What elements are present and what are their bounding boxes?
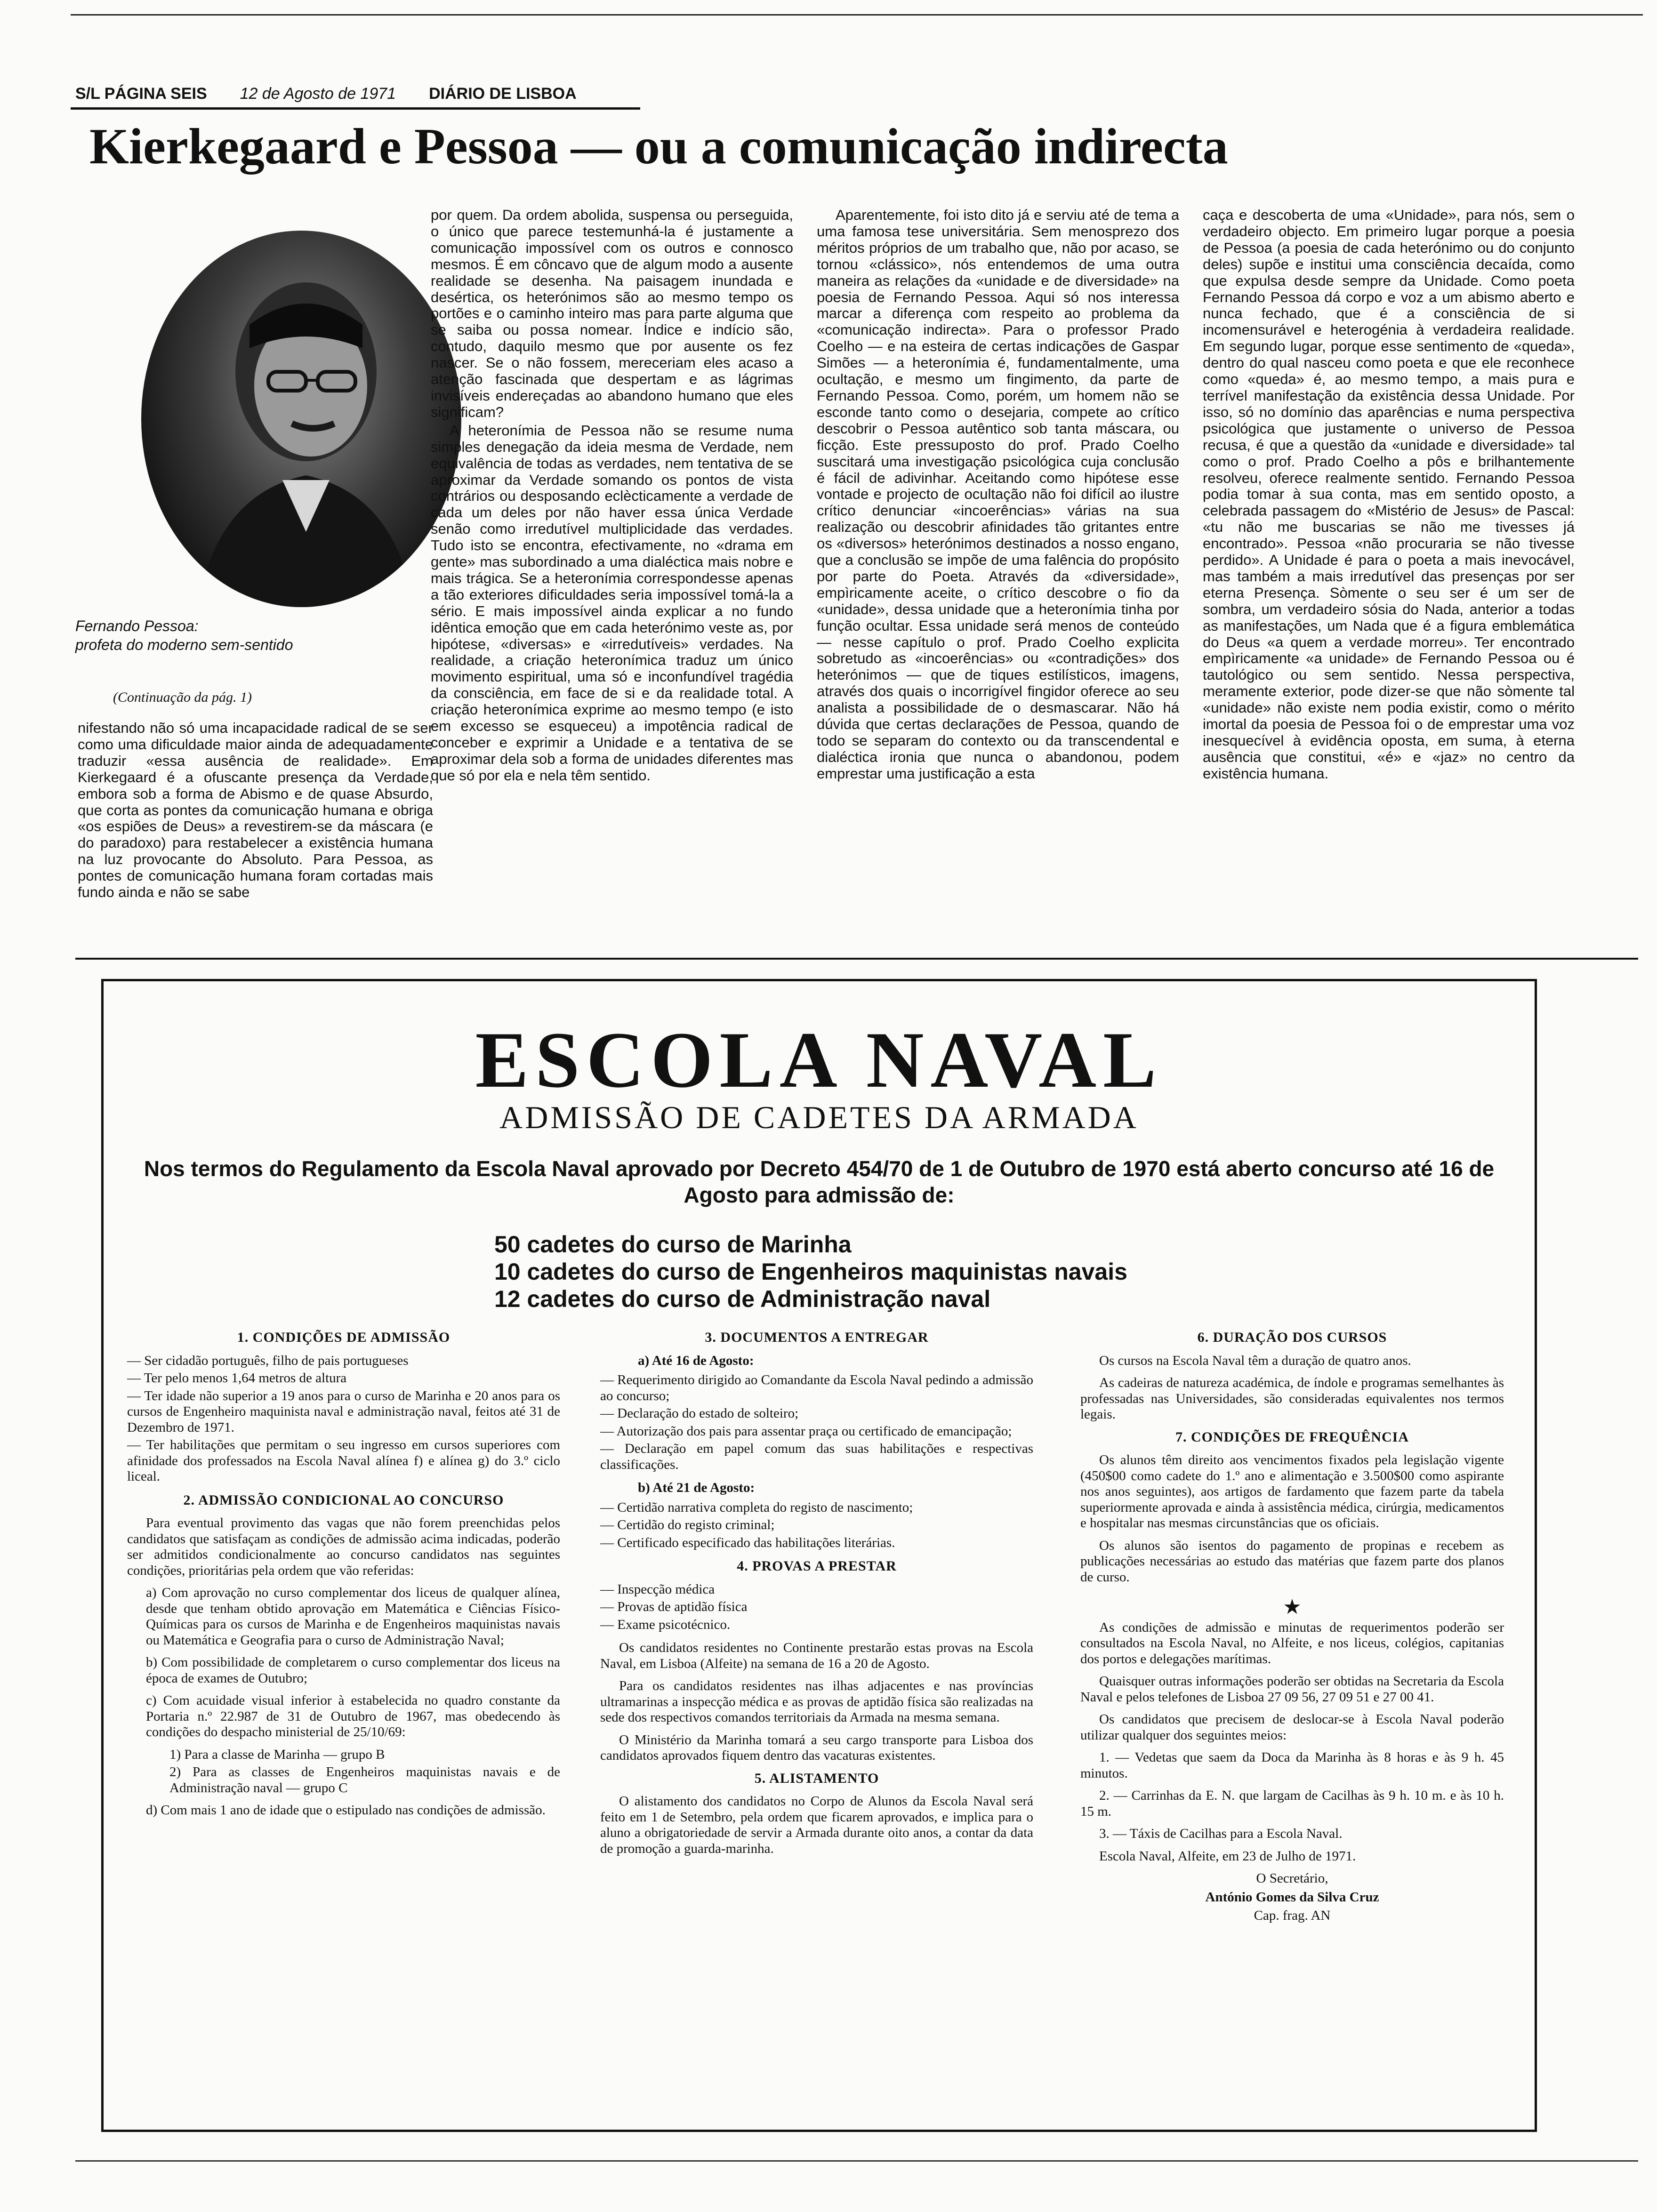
section-heading: 6. DURAÇÃO DOS CURSOS [1197, 1330, 1387, 1345]
paragraph: O Ministério da Marinha tomará a seu cargo transporte para Lisboa dos candidatos aprovados fiquem dentro das vacaturas existentes. [600, 1732, 1033, 1763]
page-header [75, 85, 640, 103]
paragraph: As cadeiras de natureza académica, de índole e programas semelhantes às professadas nas Universidades, são consideradas equivalentes nos termos legais. [1080, 1375, 1504, 1422]
list-item: — Ter pelo menos 1,64 metros de altura [127, 1370, 347, 1386]
article-column-3 [817, 207, 1179, 784]
transport-item: 1. — Vedetas que saem da Doca da Marinha às 8 horas e às 9 h. 45 minutos. [1080, 1750, 1504, 1781]
ad-subtitle: ADMISSÃO DE CADETES DA ARMADA [499, 1099, 1139, 1135]
section-heading: 1. CONDIÇÕES DE ADMISSÃO [237, 1330, 450, 1345]
ad-column-3 [1080, 1330, 1504, 1927]
list-item: — Provas de aptidão física [600, 1599, 748, 1614]
list-item: — Certificado especificado das habilitações literárias. [600, 1535, 895, 1550]
paragraph: Para eventual provimento das vagas que não forem preenchidas pelos candidatos que satisfaçam as condições de admissão acima indicadas, poderão ser admitidos condicionalmente ao concurso candidatos nas seguintes condições, prioritárias pela ordem que vão referidas: [127, 1515, 560, 1578]
article-column-2 [431, 207, 793, 786]
admission-conditions-list [127, 1353, 560, 1485]
condition-b: b) Com possibilidade de completarem o curso complementar dos liceus na época de exames de Outubro; [146, 1655, 560, 1686]
paragraph: As condições de admissão e minutas de requerimentos poderão ser consultados na Escola Naval, no Alfeite, e nos liceus, colégios, capitanias dos portos e delegações marítimas. [1080, 1619, 1504, 1667]
condition-c-2: 2) Para as classes de Engenheiros maquinistas navais e de Administração naval — grupo C [169, 1764, 560, 1795]
section-heading: 2. ADMISSÃO CONDICIONAL AO CONCURSO [183, 1492, 504, 1508]
caption-line-1: Fernando Pessoa: [75, 617, 199, 634]
list-item: — Ter idade não superior a 19 anos para o curso de Marinha e 20 anos para os cursos de Engenheiro maquinista naval e administração naval, feitos até 31 de Dezembro de 1971. [127, 1388, 560, 1435]
list-item: — Certidão narrativa completa do registo de nascimento; [600, 1499, 913, 1515]
photo-caption [75, 617, 358, 654]
list-item: — Inspecção médica [600, 1581, 715, 1597]
list-item: — Ser cidadão português, filho de pais portugueses [127, 1353, 409, 1368]
list-item: — Requerimento dirigido ao Comandante da Escola Naval pedindo a admissão ao concurso; [600, 1372, 1033, 1403]
subsection-heading: a) Até 16 de Agosto: [638, 1353, 754, 1368]
documents-list-b [600, 1500, 1033, 1551]
paragraph: Os candidatos que precisem de deslocar-se à Escola Naval poderão utilizar qualquer dos seguintes meios: [1080, 1712, 1504, 1743]
transport-item: 2. — Carrinhas da E. N. que largam de Cacilhas às 9 h. 10 m. e às 10 h. 15 m. [1080, 1788, 1504, 1819]
caption-line-2: profeta do moderno sem-sentido [75, 636, 293, 653]
signature-date: Escola Naval, Alfeite, em 23 de Julho de 1971. [1099, 1848, 1356, 1864]
paragraph: Os cursos na Escola Naval têm a duração de quatro anos. [1099, 1353, 1411, 1368]
portrait-image [141, 231, 461, 607]
condition-c: c) Com acuidade visual inferior à estabelecida no quadro constante da Portaria n.º 22.987 de 31 de Outubro de 1967, mas obedecendo às condições do despacho ministerial de 25/10/69: [146, 1693, 560, 1739]
paragraph: nifestando não só uma incapacidade radical de se ser como uma dificuldade maior ainda de adequadamente traduzir «essa ausência de realidade». Em Kierkegaard é a ofuscante presença da Verdade, embora sob a forma de Abismo e de quase Absurdo, que corta as pontes da comunicação humana e obriga «os espiões de Deus» a revestirem-se da máscara (e do paradoxo) para restabelecer a existência humana na luz provocante do Absoluto. Para Pessoa, as pontes de comunicação humana foram cortadas mais fundo ainda e não se sabe [78, 720, 433, 901]
list-item: — Ter habilitações que permitam o seu ingresso em cursos superiores com afinidade dos professados na Escola Naval alínea f) e alínea g) do 3.º ciclo liceal. [127, 1437, 560, 1484]
condition-a: a) Com aprovação no curso complementar dos liceus de qualquer alínea, desde que tenham obtido aprovação em Matemática e Ciências Físico-Químicas para os cursos de Marinha e de Engenheiros maquinistas navais ou Matemática e Geografia para o curso de Administração Naval; [146, 1585, 560, 1648]
paragraph: caça e descoberta de uma «Unidade», para nós, sem o verdadeiro objecto. Em primeiro lugar porque a poesia de Pessoa (a poesia de cada heterónimo ou do conjunto deles) supõe e institui uma consciência decaída, como que expulsa desde sempre da Unidade. Como poeta Fernando Pessoa dá corpo e voz a um abismo aberto e nunca fechado, que é a consciência de si incomensurável e heterogénia à verdadeira realidade. Em segundo lugar, porque esse sentimento de «queda», dentro do qual nasceu como poeta e que ele reconhece como «queda» é, ao mesmo tempo, a mais pura e terrível manifestação da existência dessa Unidade. Por isso, só no domínio das aparências e numa perspectiva psicológica que justamente o universo de Pessoa recusa, é que a questão da «unidade e diversidade» tal como o prof. Prado Coelho a pôs e brilhantemente resolveu, oferece realmente sentido. Fernando Pessoa podia tomar à sua conta, mas em sentido oposto, a celebrada passagem do «Mistério de Jesus» de Pascal: «tu não me buscarias se não me tivesses já encontrado». Pessoa «não procuraria se não tivesse perdido». A Unidade é para o poeta a mais inevocável, mas também a mais irredutível das presenças por ser eterna Presença. Sòmente o seu ser é um ser de sombra, um verdadeiro sósia do Nada, anterior a todas as manifestações, um Nada que é a figura emblemática do Deus «a quem a verdade morreu». Ter encontrado empìricamente «a unidade» de Fernando Pessoa ou é tautológico ou sem sentido. Nessa perspectiva, meramente exterior, pode dizer-se que não sòmente tal «unidade» não existe nem podia existir, como o mérito imortal da poesia de Pessoa foi o de emprestar uma voz inesquecível à evidência oposta, em suma, à eterna ausência que constitui, «é» e «jaz» no centro da existência humana. [1203, 207, 1575, 782]
section-heading: 7. CONDIÇÕES DE FREQUÊNCIA [1175, 1429, 1409, 1445]
paragraph: O alistamento dos candidatos no Corpo de Alunos da Escola Naval será feito em 1 de Setembro, pela ordem que ficarem aprovados, e implica para o aluno a obrigatoriedade de servir a Armada durante oito anos, a contar da data de promoção a guarda-marinha. [600, 1794, 1033, 1856]
top-rule [71, 14, 1643, 16]
signature-role: O Secretário, [1256, 1871, 1328, 1886]
condition-c-1: 1) Para a classe de Marinha — grupo B [169, 1747, 385, 1762]
post-item: 12 cadetes do curso de Administração naval [494, 1286, 991, 1312]
paragraph: A heteronímia de Pessoa não se resume numa simples denegação da ideia mesma de Verdade, nem equivalência de todas as verdades, nem tentativa de se aproximar da Verdade somando os pontos de vista contrários ou desposando eclècticamente a verdade de cada um deles por não haver essa única Verdade senão como irredutível multiplicidade das verdades. Tudo isto se encontra, efectivamente, no «drama em gente» mas subordinado a uma dialéctica mais nobre e mais trágica. Se a heteronímia correspondesse apenas a tão exteriores dificuldades seria impossível tomá-la a sério. E mais impossível ainda explicar a no fundo idêntica emoção que em cada heterónimo veste as, por hipótese, «diversas» e «irredutíveis» verdades. Na realidade, a criação heteronímica traduz um único movimento espiritual, uma só e inconfundível tragédia da consciência, em face de si e da realidade total. A criação heteronímica exprime ao mesmo tempo (e isto em excesso se esqueceu) a impotência radical de conceber e exprimir a Unidade e a tentativa de se aproximar dela sob a forma de unidades diferentes mas que só por ela e nela têm sentido. [431, 422, 793, 784]
ad-intro: Nos termos do Regulamento da Escola Naval aprovado por Decreto 454/70 de 1 de Outubro de 1970 está aberto concurso até 16 de Agosto para admissão de: [144, 1156, 1495, 1207]
post-item: 50 cadetes do curso de Marinha [494, 1231, 852, 1258]
subsection-heading: b) Até 21 de Agosto: [638, 1480, 755, 1495]
ad-column-2 [600, 1330, 1033, 1863]
section-rule [75, 958, 1638, 960]
article-column-4 [1203, 207, 1575, 784]
documents-list-a [600, 1372, 1033, 1473]
ad-title: ESCOLA NAVAL [475, 1016, 1163, 1104]
header-rule [71, 107, 640, 110]
transport-item: 3. — Táxis de Cacilhas para a Escola Naval. [1099, 1826, 1343, 1841]
star-icon: ★ [1283, 1595, 1302, 1619]
portrait-photo [141, 231, 461, 607]
ad-posts [494, 1231, 1127, 1313]
signature-rank: Cap. frag. AN [1254, 1908, 1331, 1923]
paragraph: Para os candidatos residentes nas ilhas adjacentes e nas províncias ultramarinas a inspecção médica e as provas de aptidão física são realizadas na sede dos respectivos comandos territoriais da Armada na mesma semana. [600, 1678, 1033, 1725]
page-label: S/L PÁGINA SEIS [75, 85, 207, 103]
paragraph: Os candidatos residentes no Continente prestarão estas provas na Escola Naval, em Lisboa (Alfeite) na semana de 16 a 20 de Agosto. [600, 1640, 1033, 1671]
article-headline: Kierkegaard e Pessoa — ou a comunicação indirecta [89, 119, 1228, 175]
article-column-1 [78, 720, 433, 903]
paragraph: Aparentemente, foi isto dito já e serviu até de tema a uma famosa tese universitária. Sem menosprezo dos méritos próprios de um trabalho que, não por acaso, se tornou «clássico», nós entendemos de uma outra maneira as relações da «unidade e de diversidade» na poesia de Fernando Pessoa. Aqui só nos interessa marcar a diferença com respeito ao problema da «comunicação indirecta». Para o professor Prado Coelho — e na esteira de certas indicações de Gaspar Simões — a heteronímia é, fundamentalmente, uma ocultação, e mesmo um fingimento, da parte de Fernando Pessoa. Como, porém, um homem não se esconde tanto como o desejaria, compete ao crítico descobrir o Pessoa autêntico sob tanta máscara, ou ficção. Este pressuposto do prof. Prado Coelho suscitará uma investigação psicológica cuja conclusão é fácil de adivinhar. Aceitando como hipótese esse vontade e projecto de ocultação não foi difícil ao ilustre crítico denunciar «incoerências» várias na sua realização ou descobrir afinidades tão gritantes entre os «diversos» heterónimos destinados a nosso engano, que a conclusão se impõe de uma falência do propósito por parte do Poeta. Através da «diversidade», empìricamente aceite, o crítico descobre o fio da «unidade», dessa unidade que a heteronímia tinha por função ocultar. Essa unidade será menos de conteúdo — nesse capítulo o prof. Prado Coelho explicita sobretudo as «incoerências» ou «contradições» dos heterónimos — que de tiques estilísticos, imagens, através dos quais o incorrigível fingidor oferece ao seu analista a possibilidade de o desmascarar. Não há dúvida que certas declarações de Pessoa, quando de todo se separam do contexto ou da transcendental e dialéctica ironia que nunca o abandonou, podem emprestar uma justificação a esta [817, 207, 1179, 782]
paragraph: por quem. Da ordem abolida, suspensa ou perseguida, o único que parece testemunhá-la é justamente a comunicação impossível com os outros e connosco mesmos. É em côncavo que de algum modo a ausente realidade se desenha. Na paisagem inundada e desértica, os heterónimos são ao mesmo tempo os portões e o caminho inteiro mas para parte alguma que se saiba ou possa nomear. Índice e indício são, contudo, daquilo mesmo que por ausente os fez nascer. Se o não fossem, mereceriam eles acaso a atenção fascinada que despertam e as lágrimas invisíveis endereçadas ao abandono humano que eles significam? [431, 207, 793, 420]
list-item: — Certidão do registo criminal; [600, 1517, 775, 1532]
list-item: — Exame psicotécnico. [600, 1617, 731, 1632]
list-item: — Autorização dos pais para assentar praça ou certificado de emancipação; [600, 1423, 1012, 1439]
list-item: — Declaração do estado de solteiro; [600, 1406, 799, 1421]
paragraph: Os alunos têm direito aos vencimentos fixados pela legislação vigente (450$00 como cadete do 1.º ano e alimentação e 3.500$00 como aspirante nos anos seguintes), aos artigos de fardamento que fazem parte da tabela superiormente aprovada e ainda à assistência médica, cirúrgia, medicamentos e hospitalar nas mesmas circunstâncias que os oficiais. [1080, 1452, 1504, 1531]
signature-name: António Gomes da Silva Cruz [1205, 1889, 1379, 1905]
continuation-note: (Continuação da pág. 1) [113, 689, 252, 705]
list-item: — Declaração em papel comum das suas habilitações e respectivas classificações. [600, 1441, 1033, 1472]
paragraph: Quaisquer outras informações poderão ser obtidas na Secretaria da Escola Naval e pelos telefones de Lisboa 27 09 56, 27 09 51 e 27 00 41. [1080, 1674, 1504, 1705]
exams-list [600, 1582, 1033, 1633]
post-item: 10 cadetes do curso de Engenheiros maquinistas navais [494, 1258, 1127, 1285]
ad-column-1 [127, 1330, 560, 1825]
section-heading: 4. PROVAS A PRESTAR [737, 1558, 897, 1574]
paragraph: Os alunos são isentos do pagamento de propinas e recebem as publicações necessárias ao estudo das matérias que fazem parte dos planos de curso. [1080, 1538, 1504, 1585]
issue-date: 12 de Agosto de 1971 [240, 85, 396, 103]
escola-naval-advertisement [101, 979, 1537, 2132]
newspaper-name: DIÁRIO DE LISBOA [429, 85, 577, 103]
condition-d: d) Com mais 1 ano de idade que o estipulado nas condições de admissão. [146, 1803, 546, 1818]
section-heading: 3. DOCUMENTOS A ENTREGAR [705, 1330, 929, 1345]
section-heading: 5. ALISTAMENTO [754, 1770, 879, 1786]
bottom-rule [75, 2160, 1638, 2162]
